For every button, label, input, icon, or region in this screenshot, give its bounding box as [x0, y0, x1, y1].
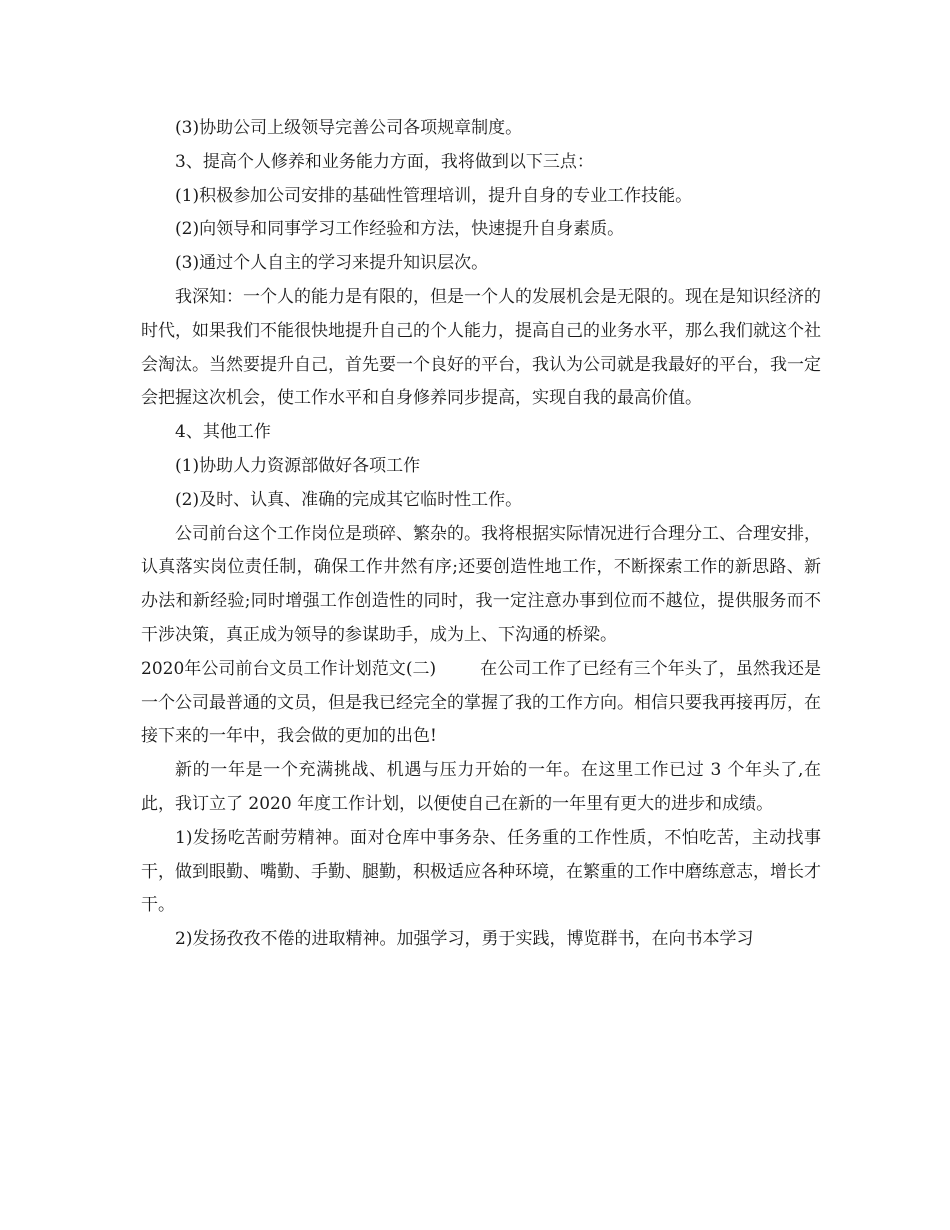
paragraph: (3)通过个人自主的学习来提升知识层次。	[175, 253, 489, 274]
paragraph: 我深知：一个人的能力是有限的，但是一个人的发展机会是无限的。现在是知识经济的时代，如果我们不能很快地提升自己的个人能力，提高自己的业务水平，那么我们就这个社会淘汰。当然要提升自己，首先要一个良好的平台，我认为公司就是我最好的平台，我一定会把握这次机会，使工作水平和自身修养同步提高，实现自我的最高价值。	[141, 286, 821, 409]
paragraph: (1)积极参加公司安排的基础性管理培训，提升自身的专业工作技能。	[175, 185, 693, 206]
section-paragraph	[141, 653, 821, 754]
document-body	[141, 112, 821, 957]
paragraph: 1)发扬吃苦耐劳精神。面对仓库中事务杂、任务重的工作性质，不怕吃苦，主动找事干，做到眼勤、嘴勤、手勤、腿勤，积极适应各种环境，在繁重的工作中磨练意志，增长才干。	[141, 827, 821, 916]
section-lead-text: 在公司工作了已经有三个年头了，虽然我还是一个公司最普通的文员，但是我已经完全的掌握了我的工作方向。相信只要我再接再厉，在接下来的一年中，我会做的更加的出色!	[141, 658, 822, 747]
paragraph: (2)及时、认真、准确的完成其它临时性工作。	[175, 489, 523, 510]
paragraph: 新的一年是一个充满挑战、机遇与压力开始的一年。在这里工作已过 3 个年头了,在此，我订立了 2020 年度工作计划，以便使自己在新的一年里有更大的进步和成绩。	[141, 760, 821, 814]
paragraph: (3)协助公司上级领导完善公司各项规章制度。	[175, 118, 523, 138]
paragraph: 3、提高个人修养和业务能力方面，我将做到以下三点：	[175, 151, 594, 172]
paragraph: 4、其他工作	[175, 422, 271, 443]
paragraph: (1)协助人力资源部做好各项工作	[175, 455, 421, 476]
paragraph: 2)发扬孜孜不倦的进取精神。加强学习，勇于实践，博览群书，在向书本学习	[175, 929, 754, 950]
paragraph: 公司前台这个工作岗位是琐碎、繁杂的。我将根据实际情况进行合理分工、合理安排，认真落实岗位责任制，确保工作井然有序;还要创造性地工作，不断探索工作的新思路、新办法和新经验;同时增强工作创造性的同时，我一定注意办事到位而不越位，提供服务而不干涉决策，真正成为领导的参谋助手，成为上、下沟通的桥梁。	[141, 523, 821, 645]
section-title: 2020年公司前台文员工作计划范文(二)	[141, 658, 437, 679]
paragraph: (2)向领导和同事学习工作经验和方法，快速提升自身素质。	[175, 219, 625, 240]
